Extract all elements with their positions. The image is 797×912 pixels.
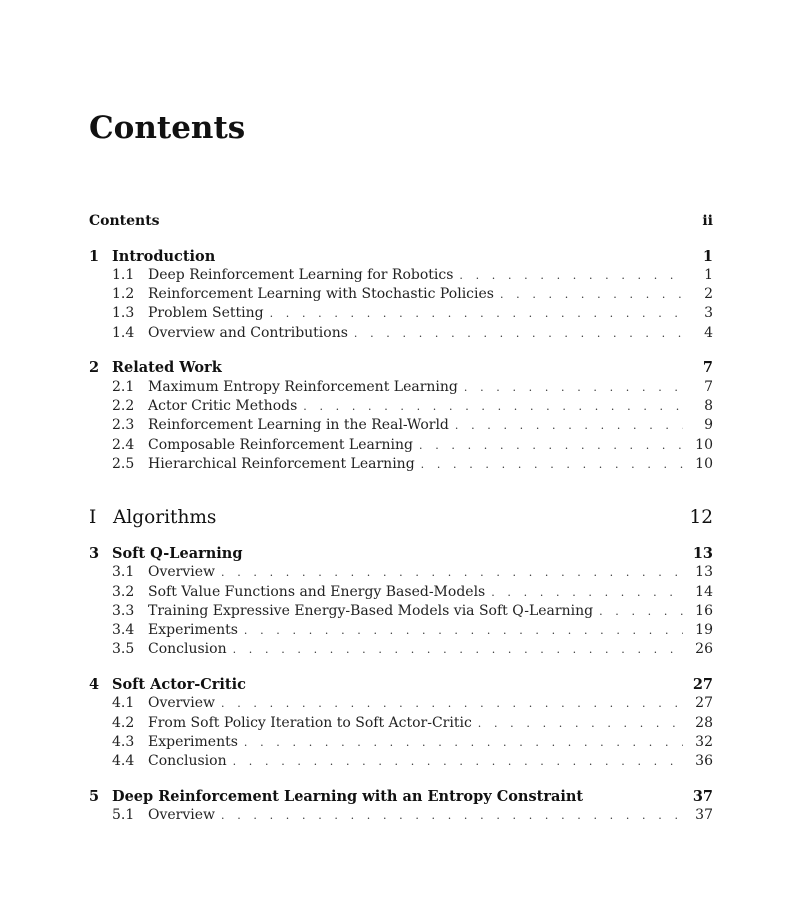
section-title: Deep Reinforcement Learning for Robotics bbox=[148, 267, 454, 283]
leader-dots bbox=[354, 324, 683, 343]
chapter-page: 7 bbox=[702, 359, 713, 376]
section-title: Overview bbox=[148, 807, 216, 823]
toc-section-4-2[interactable] bbox=[112, 714, 713, 733]
section-page: 4 bbox=[704, 325, 713, 341]
chapter-number: 2 bbox=[89, 359, 100, 376]
chapter-number: 5 bbox=[89, 788, 100, 805]
section-page: 9 bbox=[704, 417, 713, 433]
toc-entry-page: ii bbox=[702, 213, 713, 229]
toc-section-3-4[interactable] bbox=[112, 621, 713, 640]
toc-chapter-entropy-constraint[interactable] bbox=[89, 787, 713, 806]
toc-section-2-5[interactable] bbox=[112, 455, 713, 474]
chapter-number: 1 bbox=[89, 248, 100, 265]
section-title: From Soft Policy Iteration to Soft Actor-Critic bbox=[148, 715, 472, 731]
toc-part-algorithms[interactable] bbox=[89, 506, 713, 530]
section-title: Problem Setting bbox=[148, 305, 264, 321]
toc-section-4-3[interactable] bbox=[112, 733, 713, 752]
section-title: Training Expressive Energy-Based Models via Soft Q-Learning bbox=[148, 603, 594, 619]
chapter-title: Deep Reinforcement Learning with an Entropy Constraint bbox=[112, 788, 584, 805]
section-number: 3.4 bbox=[112, 622, 135, 638]
leader-dots bbox=[459, 266, 683, 285]
section-number: 3.2 bbox=[112, 584, 135, 600]
section-number: 4.4 bbox=[112, 753, 135, 769]
toc-section-3-5[interactable] bbox=[112, 640, 713, 659]
section-number: 4.1 bbox=[112, 695, 135, 711]
toc-section-2-4[interactable] bbox=[112, 436, 713, 455]
section-number: 2.2 bbox=[112, 398, 135, 414]
leader-dots bbox=[244, 733, 683, 752]
toc-section-2-3[interactable] bbox=[112, 416, 713, 435]
section-page: 10 bbox=[695, 456, 713, 472]
leader-dots bbox=[270, 304, 683, 323]
toc-section-1-2[interactable] bbox=[112, 285, 713, 304]
chapter-title: Related Work bbox=[112, 359, 222, 376]
section-page: 19 bbox=[695, 622, 713, 638]
part-title: Algorithms bbox=[113, 507, 217, 528]
section-page: 2 bbox=[704, 286, 713, 302]
section-number: 1.4 bbox=[112, 325, 135, 341]
leader-dots bbox=[478, 714, 683, 733]
toc-section-1-1[interactable] bbox=[112, 266, 713, 285]
leader-dots bbox=[599, 602, 683, 621]
chapter-page: 27 bbox=[692, 676, 713, 693]
section-number: 4.3 bbox=[112, 734, 135, 750]
toc-entry-contents[interactable] bbox=[89, 212, 713, 231]
leader-dots bbox=[500, 285, 683, 304]
leader-dots bbox=[491, 583, 683, 602]
toc-section-1-4[interactable] bbox=[112, 324, 713, 343]
section-number: 2.4 bbox=[112, 437, 135, 453]
leader-dots bbox=[421, 455, 683, 474]
chapter-page: 37 bbox=[692, 788, 713, 805]
leader-dots bbox=[244, 621, 683, 640]
section-number: 1.2 bbox=[112, 286, 135, 302]
section-page: 32 bbox=[695, 734, 713, 750]
toc-section-4-4[interactable] bbox=[112, 752, 713, 771]
section-number: 3.5 bbox=[112, 641, 135, 657]
section-title: Experiments bbox=[148, 622, 238, 638]
chapter-page: 1 bbox=[702, 248, 713, 265]
toc-section-2-1[interactable] bbox=[112, 378, 713, 397]
toc-section-3-3[interactable] bbox=[112, 602, 713, 621]
toc-entry-title: Contents bbox=[89, 213, 160, 229]
leader-dots bbox=[455, 416, 683, 435]
chapter-page: 13 bbox=[692, 545, 713, 562]
section-number: 2.5 bbox=[112, 456, 135, 472]
section-number: 1.3 bbox=[112, 305, 135, 321]
section-page: 7 bbox=[704, 379, 713, 395]
part-number: I bbox=[89, 507, 97, 528]
section-title: Overview bbox=[148, 695, 216, 711]
toc-chapter-soft-actor-critic[interactable] bbox=[89, 675, 713, 694]
section-page: 27 bbox=[695, 695, 713, 711]
section-page: 14 bbox=[695, 584, 713, 600]
chapter-number: 4 bbox=[89, 676, 100, 693]
toc-section-5-1[interactable] bbox=[112, 806, 713, 825]
leader-dots bbox=[233, 640, 683, 659]
section-page: 26 bbox=[695, 641, 713, 657]
section-page: 1 bbox=[704, 267, 713, 283]
section-title: Overview bbox=[148, 564, 216, 580]
toc-section-3-1[interactable] bbox=[112, 563, 713, 582]
section-page: 10 bbox=[695, 437, 713, 453]
section-number: 3.3 bbox=[112, 603, 135, 619]
toc-section-3-2[interactable] bbox=[112, 583, 713, 602]
section-title: Conclusion bbox=[148, 753, 227, 769]
section-page: 28 bbox=[695, 715, 713, 731]
section-title: Actor Critic Methods bbox=[148, 398, 298, 414]
section-title: Maximum Entropy Reinforcement Learning bbox=[148, 379, 458, 395]
section-number: 2.3 bbox=[112, 417, 135, 433]
section-page: 13 bbox=[695, 564, 713, 580]
section-title: Experiments bbox=[148, 734, 238, 750]
leader-dots bbox=[464, 378, 683, 397]
section-title: Conclusion bbox=[148, 641, 227, 657]
section-page: 8 bbox=[704, 398, 713, 414]
leader-dots bbox=[419, 436, 683, 455]
chapter-title: Introduction bbox=[112, 248, 216, 265]
part-page: 12 bbox=[689, 507, 713, 528]
section-page: 3 bbox=[704, 305, 713, 321]
section-title: Soft Value Functions and Energy Based-Models bbox=[148, 584, 486, 600]
chapter-title: Soft Q-Learning bbox=[112, 545, 243, 562]
toc-section-2-2[interactable] bbox=[112, 397, 713, 416]
section-title: Composable Reinforcement Learning bbox=[148, 437, 414, 453]
section-page: 37 bbox=[695, 807, 713, 823]
section-page: 16 bbox=[695, 603, 713, 619]
chapter-title: Soft Actor-Critic bbox=[112, 676, 246, 693]
page-title: Contents bbox=[89, 110, 246, 146]
toc-chapter-related-work[interactable] bbox=[89, 358, 713, 377]
leader-dots bbox=[221, 806, 683, 825]
section-number: 3.1 bbox=[112, 564, 135, 580]
leader-dots bbox=[303, 397, 683, 416]
section-title: Overview and Contributions bbox=[148, 325, 348, 341]
section-title: Reinforcement Learning with Stochastic Policies bbox=[148, 286, 494, 302]
toc-section-1-3[interactable] bbox=[112, 304, 713, 323]
section-number: 1.1 bbox=[112, 267, 135, 283]
section-number: 2.1 bbox=[112, 379, 135, 395]
section-page: 36 bbox=[695, 753, 713, 769]
toc-chapter-introduction[interactable] bbox=[89, 247, 713, 266]
leader-dots bbox=[221, 694, 683, 713]
chapter-number: 3 bbox=[89, 545, 100, 562]
leader-dots bbox=[233, 752, 683, 771]
toc-section-4-1[interactable] bbox=[112, 694, 713, 713]
section-number: 4.2 bbox=[112, 715, 135, 731]
section-title: Reinforcement Learning in the Real-World bbox=[148, 417, 449, 433]
section-title: Hierarchical Reinforcement Learning bbox=[148, 456, 415, 472]
section-number: 5.1 bbox=[112, 807, 135, 823]
toc-chapter-soft-q-learning[interactable] bbox=[89, 544, 713, 563]
leader-dots bbox=[221, 563, 683, 582]
